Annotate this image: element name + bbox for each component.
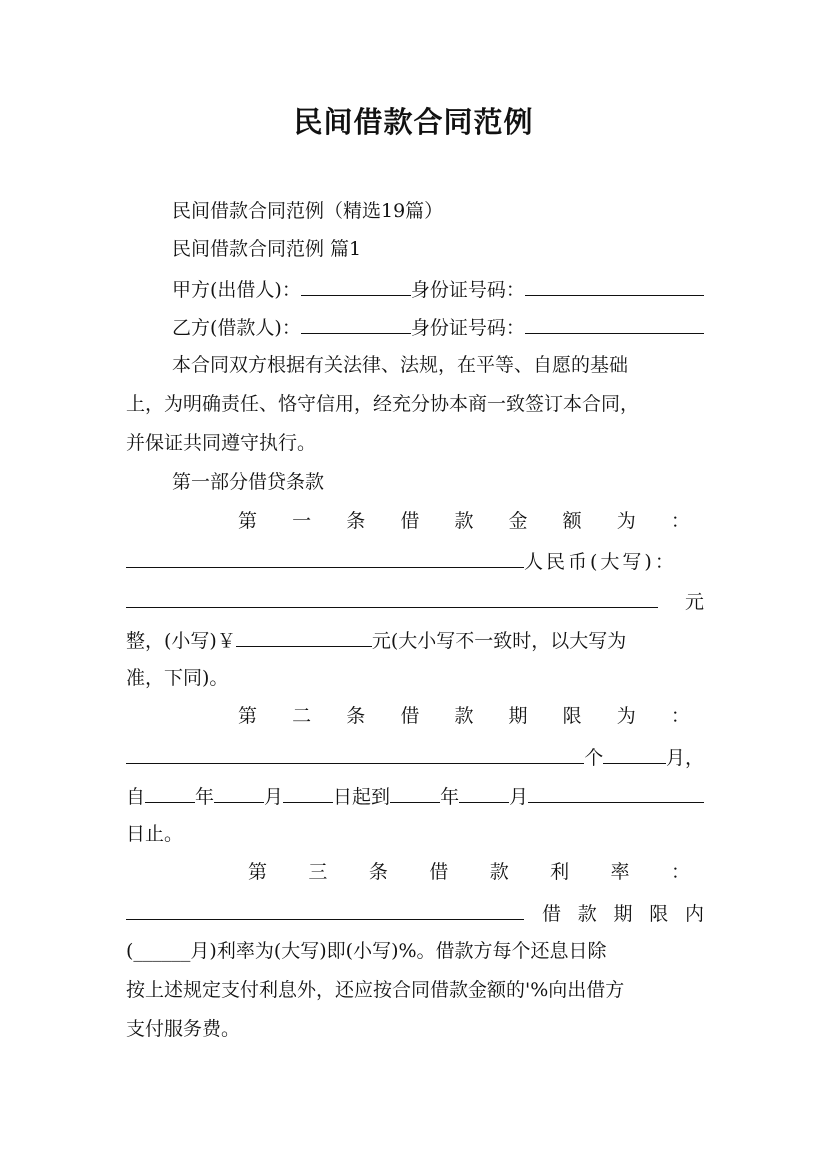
article-1-char: 为	[616, 510, 636, 532]
article-1-char: 一	[292, 510, 312, 532]
article-2-char: 限	[562, 705, 582, 727]
article-1-heading	[238, 506, 690, 536]
ge-label: 个	[584, 747, 604, 769]
article-1-note: 元(大小写不一致时，以大写为	[371, 630, 627, 652]
article-3-char: ：	[670, 861, 690, 883]
article-1-line-3	[126, 585, 704, 617]
year-label: 年	[195, 786, 215, 808]
intro-line-2: 上，为明确责任、恪守信用，经充分协本商一致签订本合同，	[126, 393, 640, 415]
lowercase-label: 整，(小写)￥	[126, 630, 236, 652]
rmb-label: 人民币(大写)：	[524, 551, 677, 573]
article-1-line-5: 准，下同)。	[126, 667, 229, 689]
article-2-line-3	[126, 780, 704, 812]
article-3-line-4: 按上述规定支付利息外，还应按合同借款金额的'%向出借方	[126, 979, 625, 1001]
article-3-char: 借	[429, 861, 449, 883]
article-2-char: 期	[508, 705, 528, 727]
article-1-char: ：	[670, 510, 690, 532]
month-label-2: 月	[264, 786, 284, 808]
months-blank	[603, 741, 666, 764]
article-3-char: 款	[489, 861, 509, 883]
part-one-heading: 第一部分借贷条款	[172, 471, 325, 493]
article-3-line-2	[126, 897, 704, 929]
yuan-label: 元	[684, 591, 704, 613]
article-1-char: 条	[346, 510, 366, 532]
article-3-heading	[248, 857, 690, 887]
loan-period-char: 内	[684, 903, 704, 925]
loan-period-char: 借	[542, 903, 562, 925]
party-b-line	[172, 311, 704, 343]
article-3-char: 第	[248, 861, 268, 883]
day-to-label: 日起到	[333, 786, 391, 808]
from-label: 自	[126, 786, 146, 808]
loan-amount-blank	[126, 545, 524, 568]
article-2-line-2	[126, 741, 704, 773]
lowercase-amount-blank	[236, 624, 372, 647]
party-b-label: 乙方(借款人)：	[172, 317, 301, 339]
start-year-blank	[145, 780, 195, 803]
year-label-2: 年	[440, 786, 460, 808]
document-title: 民间借款合同范例	[293, 105, 534, 139]
party-b-id-label: 身份证号码：	[410, 317, 525, 339]
end-month-blank	[459, 780, 509, 803]
party-b-id-blank	[525, 311, 704, 334]
article-2-line-4: 日止。	[126, 823, 184, 845]
loan-period-char: 款	[577, 903, 597, 925]
interest-rate-blank	[126, 897, 524, 920]
article-3-char: 三	[308, 861, 328, 883]
month-label: 月，	[665, 747, 704, 769]
section-heading: 民间借款合同范例 篇1	[172, 238, 362, 260]
party-a-id-blank	[525, 273, 704, 296]
intro-line-3: 并保证共同遵守执行。	[126, 432, 317, 454]
article-2-char: 二	[292, 705, 312, 727]
party-b-name-blank	[301, 311, 411, 334]
loan-period-label	[524, 899, 704, 929]
article-1-char: 款	[454, 510, 474, 532]
article-2-heading	[238, 701, 690, 731]
article-1-line-2	[126, 545, 704, 577]
loan-term-blank	[126, 741, 584, 764]
article-2-char: ：	[670, 705, 690, 727]
article-3-line-5: 支付服务费。	[126, 1018, 241, 1040]
subtitle: 民间借款合同范例（精选19篇）	[172, 200, 444, 222]
party-a-id-label: 身份证号码：	[410, 279, 525, 301]
article-2-char: 第	[238, 705, 258, 727]
article-2-char: 款	[454, 705, 474, 727]
article-3-char: 率	[610, 861, 630, 883]
article-3-line-3: (______月)利率为(大写)即(小写)%。借款方每个还息日除	[126, 940, 607, 962]
article-2-char: 为	[616, 705, 636, 727]
article-3-char: 条	[368, 861, 388, 883]
party-a-line	[172, 273, 704, 305]
article-1-char: 借	[400, 510, 420, 532]
rmb-uppercase-blank	[126, 585, 658, 608]
loan-period-char: 限	[649, 903, 669, 925]
party-a-label: 甲方(出借人)：	[172, 279, 301, 301]
article-3-char: 利	[550, 861, 570, 883]
article-1-line-4	[126, 624, 704, 656]
end-year-blank	[390, 780, 440, 803]
party-a-name-blank	[301, 273, 411, 296]
article-2-char: 借	[400, 705, 420, 727]
article-1-char: 额	[562, 510, 582, 532]
start-month-blank	[214, 780, 264, 803]
month-label-3: 月	[509, 786, 529, 808]
article-1-char: 金	[508, 510, 528, 532]
article-1-char: 第	[238, 510, 258, 532]
end-day-blank	[528, 780, 704, 803]
start-day-blank	[283, 780, 333, 803]
article-2-char: 条	[346, 705, 366, 727]
intro-line-1: 本合同双方根据有关法律、法规，在平等、自愿的基础	[172, 354, 629, 376]
loan-period-char: 期	[613, 903, 633, 925]
